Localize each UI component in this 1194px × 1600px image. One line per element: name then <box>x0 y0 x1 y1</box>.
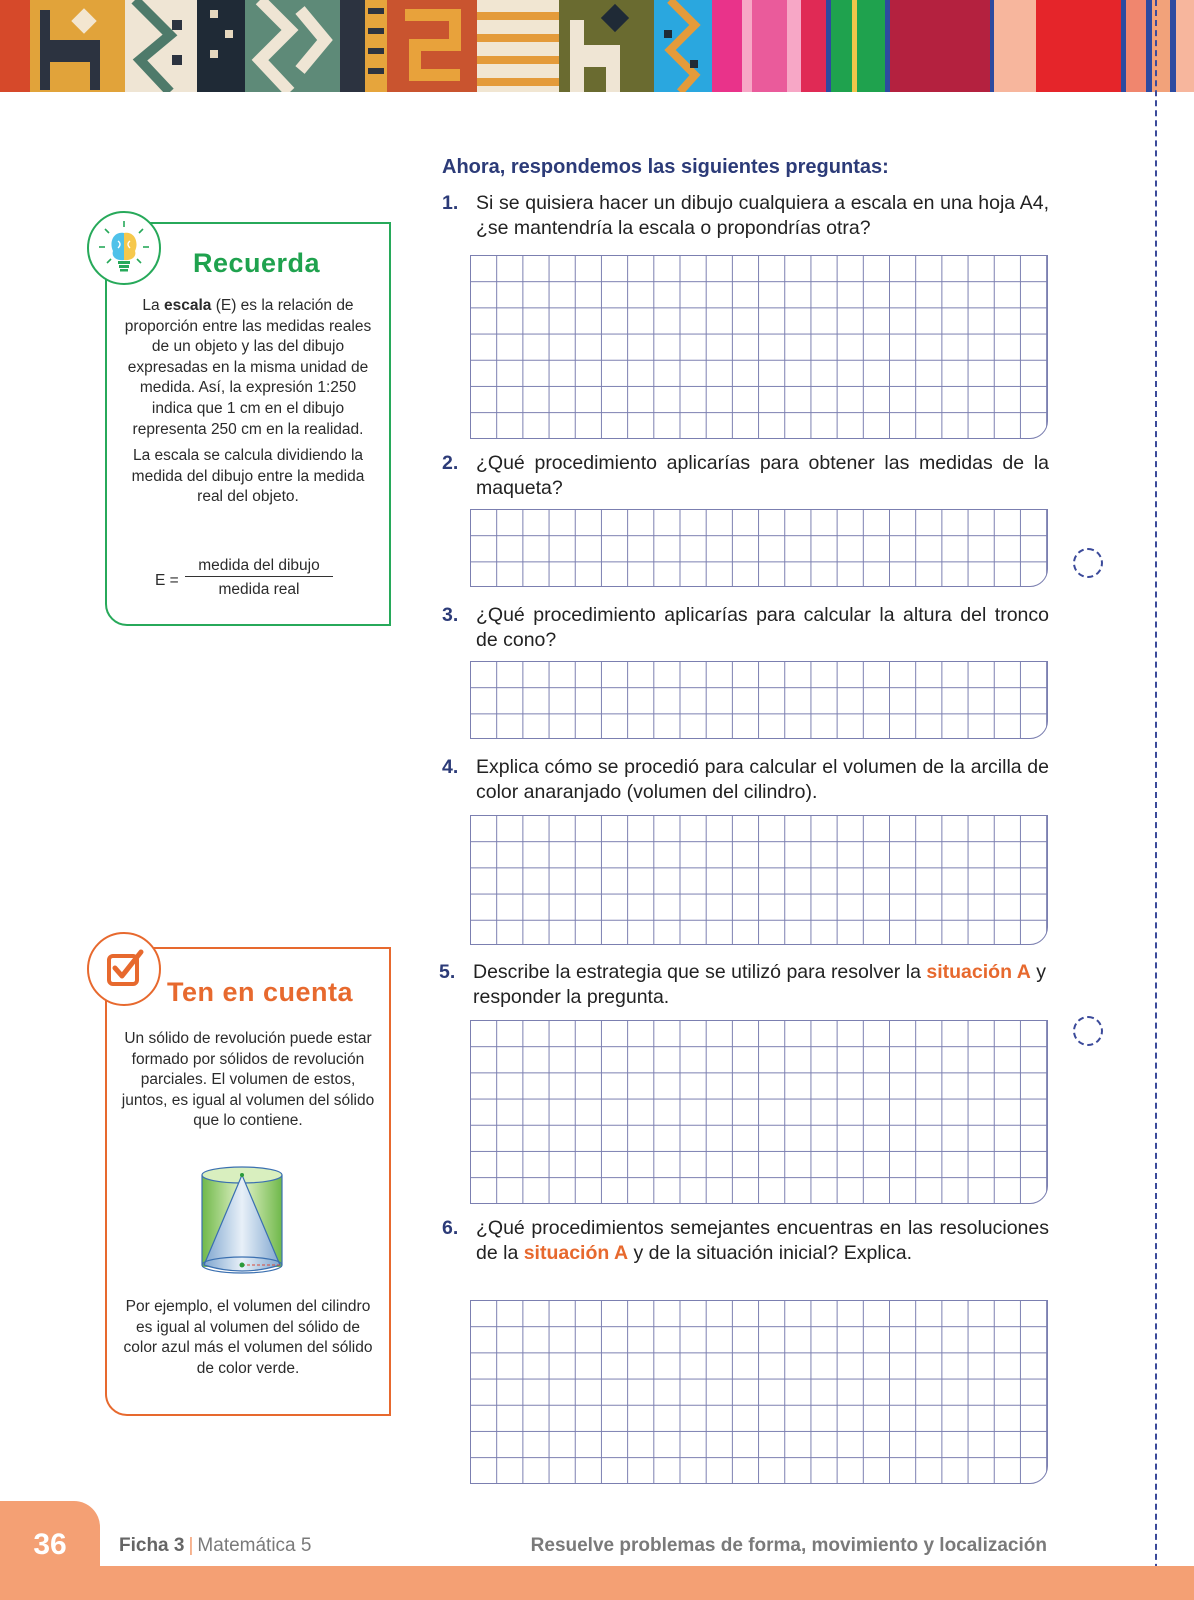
situation-a-highlight: situación A <box>523 1241 629 1264</box>
question-number: 5. <box>439 961 456 983</box>
page-number: 36 <box>33 1528 67 1561</box>
binder-hole-marker <box>1073 1016 1103 1046</box>
question-number: 3. <box>442 604 459 626</box>
ten-en-cuenta-paragraph-1: Un sólido de revolución puede estar formado por sólidos de revolución parciales. El volumen de estos, juntos, es igual al volumen del sólido que lo contiene. <box>121 1030 375 1130</box>
question-number: 2. <box>442 452 459 474</box>
recuerda-title: Recuerda <box>193 248 321 278</box>
answer-grid-6[interactable] <box>470 1300 1048 1484</box>
checkbox-icon <box>87 932 161 1006</box>
formula-denominator: medida real <box>218 581 300 598</box>
answer-grid-3[interactable] <box>470 661 1048 739</box>
footer-competency: Resuelve problemas de forma, movimiento y localización <box>530 1535 1047 1556</box>
answer-grid-1[interactable] <box>470 255 1048 439</box>
brain-bulb-icon <box>87 211 161 285</box>
recuerda-paragraph-2: La escala se calcula dividiendo la medida del dibujo entre la medida real del objeto. <box>131 447 365 506</box>
question-number: 1. <box>442 192 459 214</box>
question-text: ¿Qué procedimiento aplicarías para obtener las medidas de la maqueta? <box>476 452 1049 499</box>
formula-numerator: medida del dibujo <box>185 557 333 577</box>
recuerda-paragraph-1: La escala (E) es la relación de proporción entre las medidas reales de un objeto y las del dibujo expresadas en la misma unidad de medida. Así, la expresión 1:250 indica que 1 cm en el dibujo representa 250 cm en la realidad. <box>124 297 372 438</box>
answer-grid-4[interactable] <box>470 815 1048 945</box>
cylinder-cone-illustration <box>199 1165 285 1277</box>
ten-en-cuenta-paragraph-2: Por ejemplo, el volumen del cilindro es igual al volumen del sólido de color azul más el volumen del sólido de color verde. <box>123 1298 373 1377</box>
footer-bar <box>0 1566 1194 1600</box>
footer-ficha: Ficha 3 | Matemática 5 <box>119 1535 312 1556</box>
question-text: Explica cómo se procedió para calcular el volumen de la arcilla de color anaranjado (volumen del cilindro). <box>476 756 1049 803</box>
question-text: Si se quisiera hacer un dibujo cualquiera a escala en una hoja A4, ¿se mantendría la escala o propondrías otra? <box>476 192 1049 239</box>
ten-en-cuenta-box <box>105 947 391 1416</box>
situation-a-highlight: situación A <box>926 961 1031 983</box>
question-number: 6. <box>442 1217 459 1239</box>
recuerda-box <box>105 222 391 626</box>
decorative-banner <box>0 0 1194 92</box>
formula-lhs: E = <box>155 572 179 589</box>
question-text: Describe la estrategia que se utilizó para resolver la situación A y responder la pregunta. <box>473 961 1047 1008</box>
answer-grid-5[interactable] <box>470 1020 1048 1204</box>
cut-line <box>1155 0 1157 1600</box>
binder-hole-marker <box>1073 548 1103 578</box>
question-number: 4. <box>442 756 459 778</box>
question-text: ¿Qué procedimiento aplicarías para calcular la altura del tronco de cono? <box>476 604 1049 651</box>
question-text: ¿Qué procedimientos semejantes encuentras en las resoluciones de la situación A y de la situación inicial? Explica. <box>476 1217 1049 1264</box>
ten-en-cuenta-title: Ten en cuenta <box>167 977 354 1007</box>
questions-intro: Ahora, respondemos las siguientes preguntas: <box>442 156 889 178</box>
recuerda-text <box>119 296 377 514</box>
answer-grid-2[interactable] <box>470 509 1048 587</box>
